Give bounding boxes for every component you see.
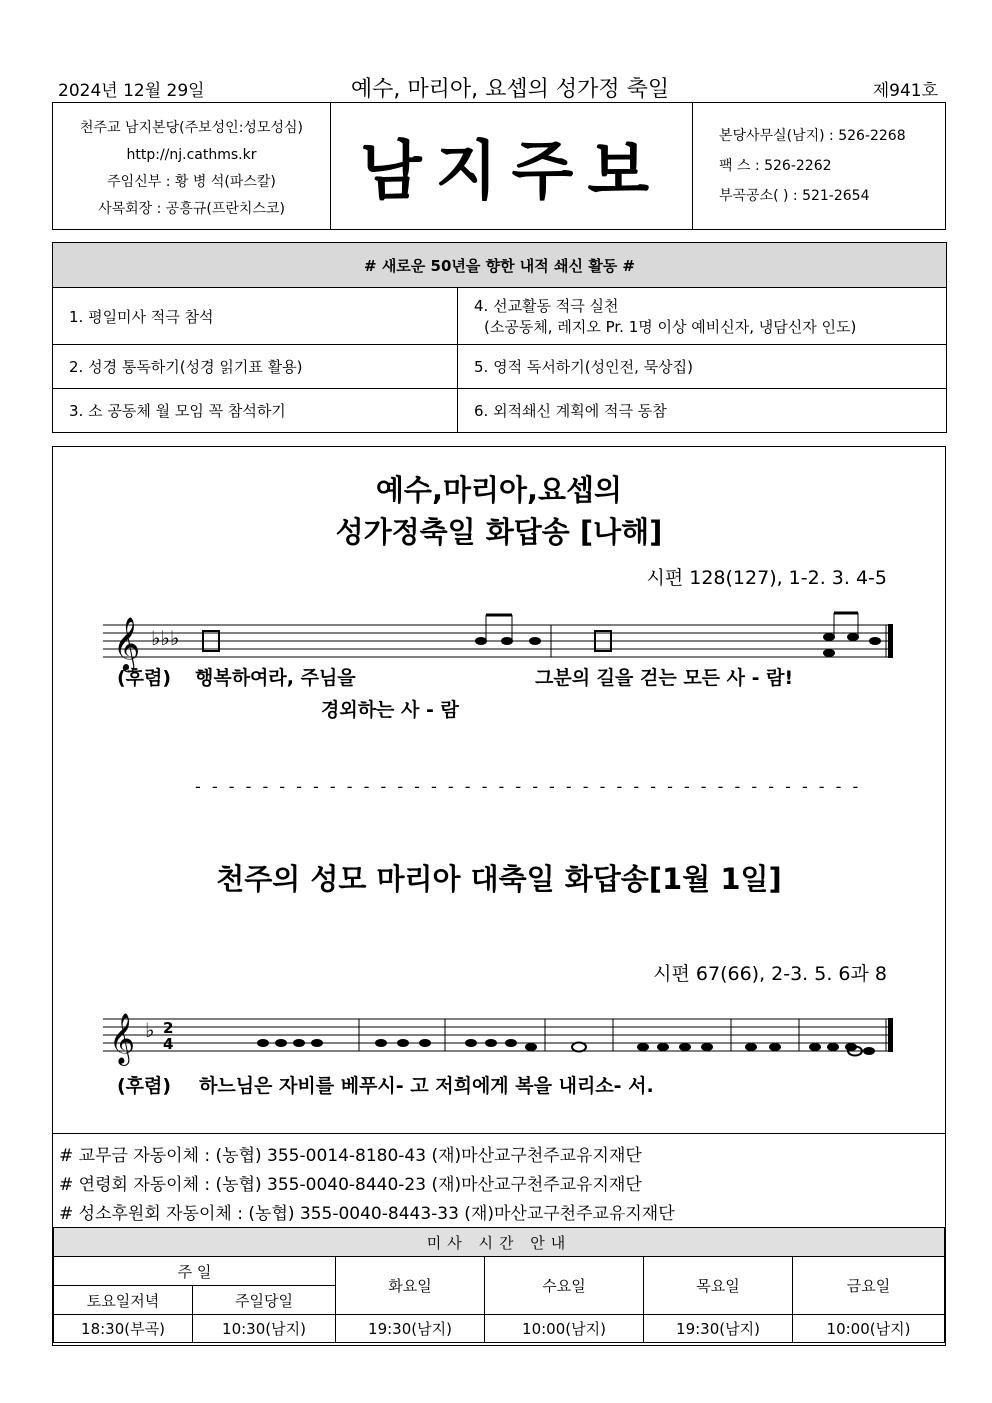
- renewal-goals-table: [52, 242, 947, 433]
- half-note-icon: [572, 1043, 586, 1052]
- time-saturday-evening: 18:30(부곡): [54, 1315, 193, 1343]
- time-sunday: 10:30(남지): [193, 1315, 336, 1343]
- hymn1-lyric-c: 그분의 길을 걷는 모든 사 - 람!: [535, 667, 794, 689]
- feast-title: 예수, 마리아, 요셉의 성가정 축일: [350, 77, 670, 102]
- parish-url[interactable]: http://nj.cathms.kr: [126, 147, 257, 163]
- council-head: 사목회장 : 공흥규(프란치스코): [98, 201, 285, 217]
- time-signature-bottom: 4: [163, 1035, 174, 1053]
- masthead: [52, 102, 946, 230]
- account-vocation: # 성소후원회 자동이체 : (농협) 355-0040-8443-33 (재)마산교구천주교유지재단: [59, 1204, 675, 1224]
- hymn1-refrain-label: (후렴): [117, 667, 172, 689]
- account-funeral: # 연령회 자동이체 : (농협) 355-0040-8440-23 (재)마산교구천주교유지재단: [59, 1175, 642, 1195]
- hymn1-lyric-b: 경외하는 사 - 람: [321, 699, 459, 721]
- hymn2-refrain-label: (후렴): [117, 1075, 172, 1097]
- time-wednesday: 10:00(남지): [485, 1315, 644, 1343]
- hymn1-notes-2: [823, 613, 881, 657]
- bulletin-logo: 남지주보: [331, 103, 693, 229]
- goal-5: 5. 영적 독서하기(성인전, 묵상집): [458, 345, 947, 389]
- office-phone: 본당사무실(남지) : 526-2268: [719, 128, 906, 144]
- pastor: 주임신부 : 황 병 석(파스칼): [107, 174, 276, 190]
- sunday-header: 주 일: [54, 1257, 336, 1286]
- hymn1-notes: [475, 615, 541, 645]
- section-divider: - - - - - - - - - - - - - - - - - - - - - - - - - - - - - - - - - - - - - - - -: [195, 777, 862, 796]
- mass-heading: 미사 시간 안내: [54, 1228, 945, 1257]
- goals-heading: # 새로운 50년을 향한 내적 쇄신 활동 #: [53, 243, 947, 288]
- contact-info: [693, 103, 945, 229]
- flat-icon: ♭♭♭: [151, 626, 180, 650]
- parish-info: [53, 103, 331, 229]
- saturday-evening-header: 토요일저녁: [54, 1286, 193, 1315]
- branch-phone: 부곡공소( ) : 521-2654: [719, 188, 870, 204]
- hymn2-notes: [257, 1039, 875, 1055]
- bulletin-date: 2024년 12월 29일: [58, 81, 205, 101]
- issue-number: 제941호: [872, 81, 938, 101]
- hymn2-lyric: 하느님은 자비를 베푸시- 고 저희에게 복을 내리소- 서.: [199, 1075, 654, 1097]
- hymn1-lyric-a: 행복하여라, 주님을: [195, 667, 356, 689]
- treble-clef-icon-2: 𝄞: [109, 1013, 136, 1064]
- goal-6: 6. 외적쇄신 계획에 적극 동참: [458, 389, 947, 433]
- account-tithe: # 교무금 자동이체 : (농협) 355-0014-8180-43 (재)마산교구천주교유지재단: [59, 1146, 642, 1166]
- time-friday: 10:00(남지): [793, 1315, 945, 1343]
- goal-3: 3. 소 공동체 월 모임 꼭 참석하기: [53, 389, 458, 433]
- time-signature-top: 2: [163, 1019, 174, 1037]
- time-tuesday: 19:30(남지): [336, 1315, 485, 1343]
- mass-schedule-table: [53, 1227, 945, 1343]
- hymn2-staff: [103, 1009, 903, 1069]
- goal-4: 4. 선교활동 적극 실천 (소공동체, 레지오 Pr. 1명 이상 예비신자, 냉담신자 인도): [458, 288, 947, 345]
- treble-clef-icon: 𝄞: [113, 616, 141, 670]
- parish-name: 천주교 남지본당(주보성인:성모성심): [80, 120, 303, 136]
- fax-number: 팩 스 : 526-2262: [719, 158, 832, 174]
- goal-1: 1. 평일미사 적극 참석: [53, 288, 458, 345]
- psalm-box: [52, 446, 946, 1346]
- hymn1-title: 예수,마리아,요셉의 성가정축일 화답송 [나해]: [335, 473, 663, 549]
- time-thursday: 19:30(남지): [644, 1315, 793, 1343]
- thursday-header: 목요일: [644, 1257, 793, 1315]
- hymn1-psalm: 시편 128(127), 1-2. 3. 4-5: [646, 567, 887, 589]
- tuesday-header: 화요일: [336, 1257, 485, 1315]
- hymn2-psalm: 시편 67(66), 2-3. 5. 6과 8: [653, 963, 887, 985]
- friday-header: 금요일: [793, 1257, 945, 1315]
- wednesday-header: 수요일: [485, 1257, 644, 1315]
- hymn2-title: 천주의 성모 마리아 대축일 화답송[1월 1일]: [216, 862, 782, 896]
- goal-2: 2. 성경 통독하기(성경 읽기표 활용): [53, 345, 458, 389]
- sunday-day-header: 주일당일: [193, 1286, 336, 1315]
- flat-icon-2: ♭: [145, 1018, 155, 1042]
